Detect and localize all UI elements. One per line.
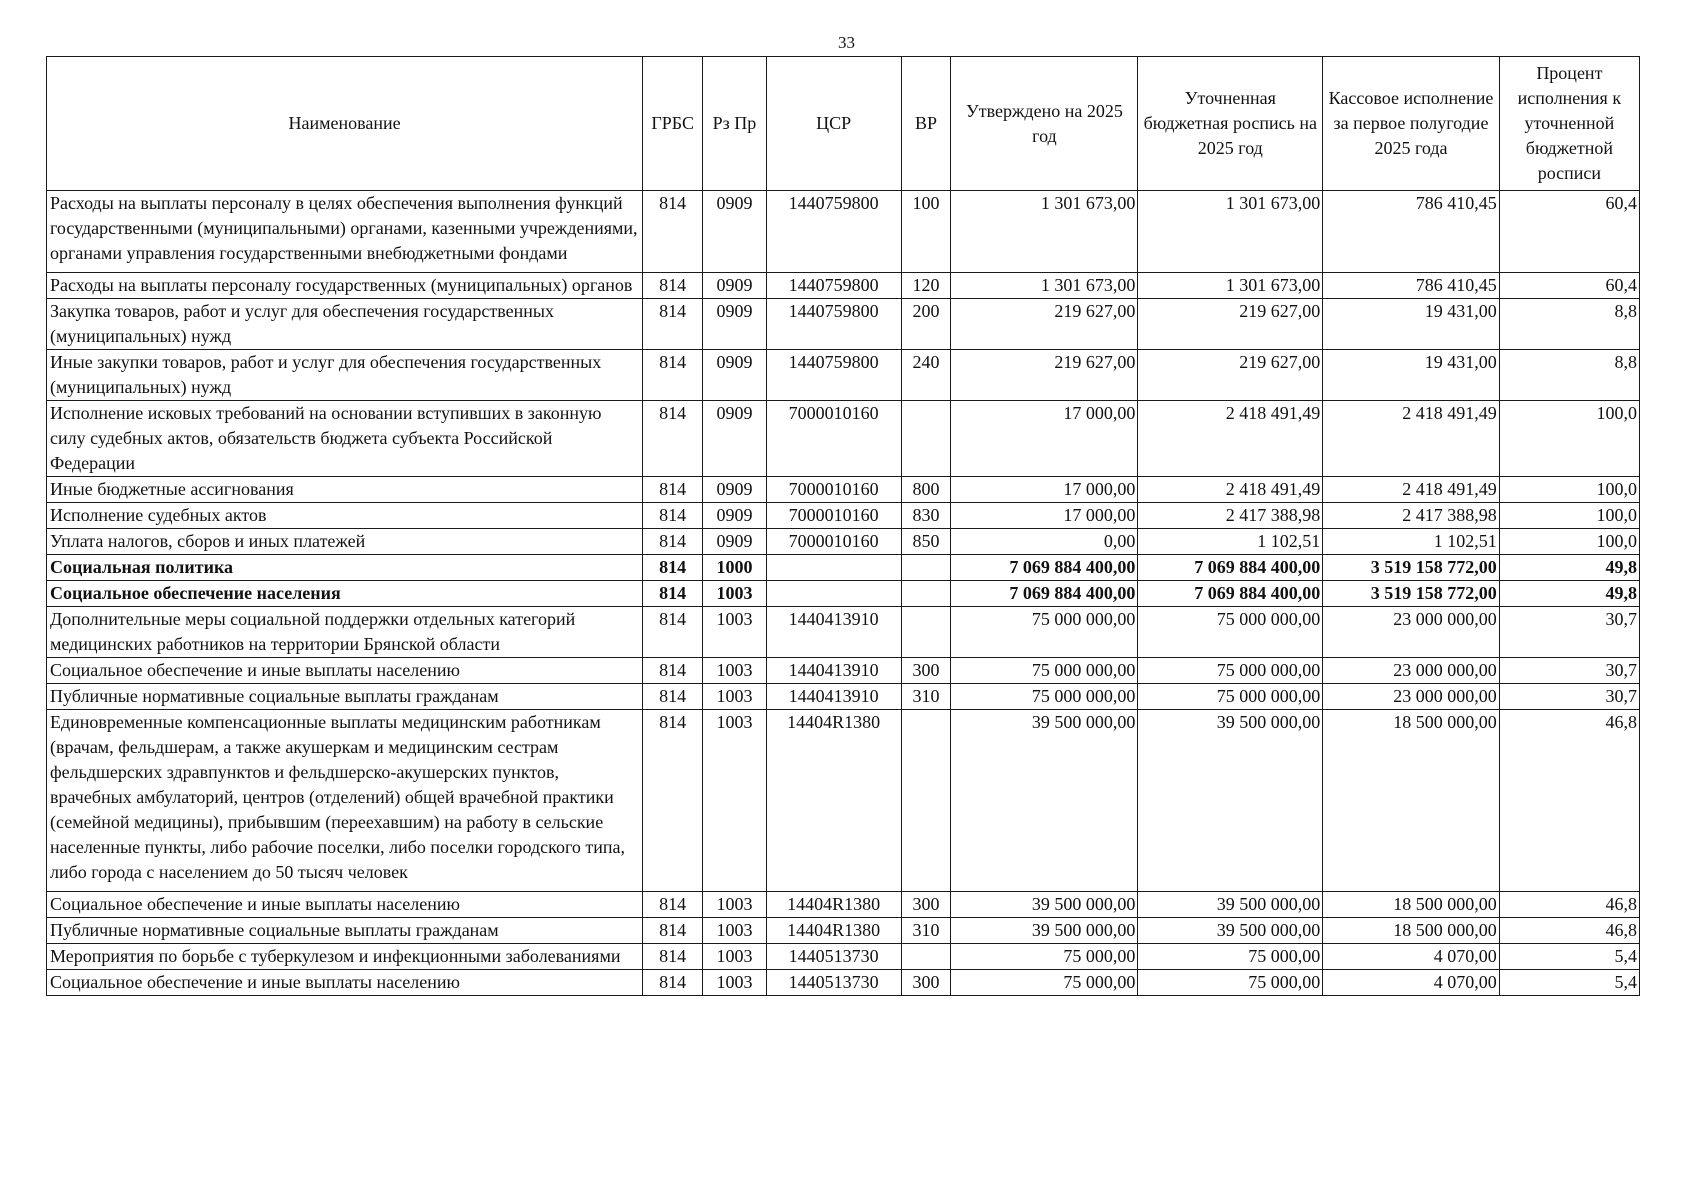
table-row (47, 658, 1640, 684)
cell-grbs: 814 (643, 684, 703, 710)
table-row (47, 710, 1640, 892)
table-row (47, 503, 1640, 529)
cell-vr (901, 607, 951, 658)
cell-rzpr: 1003 (703, 658, 766, 684)
cell-approved: 1 301 673,00 (951, 273, 1138, 299)
cell-rzpr: 0909 (703, 191, 766, 273)
cell-grbs: 814 (643, 710, 703, 892)
cell-csr: 7000010160 (766, 503, 901, 529)
cell-csr: 1440413910 (766, 684, 901, 710)
cell-refined: 2 418 491,49 (1138, 477, 1323, 503)
cell-grbs: 814 (643, 273, 703, 299)
cell-rzpr: 0909 (703, 401, 766, 477)
cell-csr: 7000010160 (766, 529, 901, 555)
cell-approved: 75 000 000,00 (951, 658, 1138, 684)
cell-approved: 75 000 000,00 (951, 684, 1138, 710)
table-row (47, 555, 1640, 581)
cell-refined: 39 500 000,00 (1138, 710, 1323, 892)
table-row (47, 918, 1640, 944)
cell-approved: 0,00 (951, 529, 1138, 555)
cell-approved: 39 500 000,00 (951, 892, 1138, 918)
cell-rzpr: 1003 (703, 684, 766, 710)
cell-percent: 100,0 (1499, 503, 1639, 529)
cell-name: Социальное обеспечение и иные выплаты населению (47, 658, 643, 684)
cell-percent: 30,7 (1499, 684, 1639, 710)
cell-rzpr: 0909 (703, 299, 766, 350)
cell-refined: 75 000 000,00 (1138, 658, 1323, 684)
cell-cash: 786 410,45 (1323, 191, 1500, 273)
table-row (47, 191, 1640, 273)
cell-rzpr: 0909 (703, 350, 766, 401)
cell-grbs: 814 (643, 970, 703, 996)
header-name: Наименование (47, 57, 643, 191)
cell-csr: 1440513730 (766, 970, 901, 996)
cell-name: Закупка товаров, работ и услуг для обеспечения государственных (муниципальных) нужд (47, 299, 643, 350)
cell-approved: 75 000,00 (951, 970, 1138, 996)
cell-percent: 100,0 (1499, 529, 1639, 555)
cell-rzpr: 1003 (703, 918, 766, 944)
table-row (47, 273, 1640, 299)
cell-percent: 30,7 (1499, 658, 1639, 684)
cell-vr (901, 944, 951, 970)
cell-csr: 1440759800 (766, 350, 901, 401)
cell-rzpr: 1003 (703, 892, 766, 918)
cell-refined: 1 301 673,00 (1138, 273, 1323, 299)
cell-cash: 3 519 158 772,00 (1323, 555, 1500, 581)
cell-csr: 7000010160 (766, 401, 901, 477)
cell-percent: 60,4 (1499, 273, 1639, 299)
cell-csr: 1440759800 (766, 273, 901, 299)
cell-approved: 39 500 000,00 (951, 710, 1138, 892)
cell-rzpr: 1003 (703, 944, 766, 970)
cell-rzpr: 1003 (703, 607, 766, 658)
cell-cash: 4 070,00 (1323, 944, 1500, 970)
cell-cash: 786 410,45 (1323, 273, 1500, 299)
cell-name: Единовременные компенсационные выплаты медицинским работникам (врачам, фельдшерам, а также акушеркам и медицинским сестрам фельдшерских здравпунктов и фельдшерско-акушерских пунктов, врачебных амбулаторий, центров (отделений) общей врачебной практики (семейной медицины), прибывшим (переехавшим) на работу в сельские населенные пункты, либо рабочие поселки, либо поселки городского типа, либо города с населением до 50 тысяч человек (47, 710, 643, 892)
cell-percent: 100,0 (1499, 401, 1639, 477)
cell-approved: 219 627,00 (951, 299, 1138, 350)
cell-csr: 1440413910 (766, 658, 901, 684)
cell-vr (901, 581, 951, 607)
cell-grbs: 814 (643, 401, 703, 477)
cell-csr: 14404R1380 (766, 892, 901, 918)
page-number: 33 (838, 33, 855, 52)
cell-percent: 46,8 (1499, 918, 1639, 944)
cell-grbs: 814 (643, 918, 703, 944)
cell-rzpr: 0909 (703, 273, 766, 299)
cell-cash: 18 500 000,00 (1323, 710, 1500, 892)
cell-percent: 30,7 (1499, 607, 1639, 658)
table-row (47, 607, 1640, 658)
cell-name: Иные закупки товаров, работ и услуг для обеспечения государственных (муниципальных) нужд (47, 350, 643, 401)
cell-csr: 1440759800 (766, 191, 901, 273)
cell-rzpr: 0909 (703, 529, 766, 555)
cell-grbs: 814 (643, 350, 703, 401)
cell-approved: 17 000,00 (951, 477, 1138, 503)
budget-table (46, 56, 1640, 996)
table-row (47, 944, 1640, 970)
cell-cash: 1 102,51 (1323, 529, 1500, 555)
cell-rzpr: 1003 (703, 581, 766, 607)
cell-vr: 300 (901, 892, 951, 918)
header-approved: Утверждено на 2025 год (951, 57, 1138, 191)
cell-approved: 1 301 673,00 (951, 191, 1138, 273)
cell-approved: 17 000,00 (951, 401, 1138, 477)
cell-name: Социальное обеспечение и иные выплаты населению (47, 892, 643, 918)
cell-cash: 18 500 000,00 (1323, 892, 1500, 918)
table-row (47, 581, 1640, 607)
cell-cash: 2 418 491,49 (1323, 477, 1500, 503)
cell-grbs: 814 (643, 529, 703, 555)
cell-percent: 46,8 (1499, 892, 1639, 918)
cell-cash: 23 000 000,00 (1323, 607, 1500, 658)
cell-name: Публичные нормативные социальные выплаты гражданам (47, 918, 643, 944)
header-rzpr: Рз Пр (703, 57, 766, 191)
cell-rzpr: 0909 (703, 477, 766, 503)
cell-grbs: 814 (643, 892, 703, 918)
cell-percent: 60,4 (1499, 191, 1639, 273)
cell-csr (766, 581, 901, 607)
cell-approved: 75 000 000,00 (951, 607, 1138, 658)
cell-vr: 310 (901, 684, 951, 710)
cell-csr: 14404R1380 (766, 710, 901, 892)
table-header-row (47, 57, 1640, 191)
cell-name: Исполнение исковых требований на основании вступивших в законную силу судебных актов, обязательств бюджета субъекта Российской Федерации (47, 401, 643, 477)
cell-name: Социальное обеспечение и иные выплаты населению (47, 970, 643, 996)
cell-vr (901, 401, 951, 477)
cell-refined: 75 000 000,00 (1138, 684, 1323, 710)
cell-cash: 19 431,00 (1323, 350, 1500, 401)
cell-rzpr: 1003 (703, 970, 766, 996)
header-csr: ЦСР (766, 57, 901, 191)
cell-refined: 1 301 673,00 (1138, 191, 1323, 273)
cell-vr: 830 (901, 503, 951, 529)
cell-rzpr: 1003 (703, 710, 766, 892)
cell-refined: 7 069 884 400,00 (1138, 555, 1323, 581)
cell-name: Уплата налогов, сборов и иных платежей (47, 529, 643, 555)
cell-refined: 7 069 884 400,00 (1138, 581, 1323, 607)
cell-name: Публичные нормативные социальные выплаты гражданам (47, 684, 643, 710)
cell-grbs: 814 (643, 477, 703, 503)
cell-refined: 39 500 000,00 (1138, 892, 1323, 918)
cell-vr: 850 (901, 529, 951, 555)
header-vr: ВР (901, 57, 951, 191)
cell-refined: 39 500 000,00 (1138, 918, 1323, 944)
cell-vr: 310 (901, 918, 951, 944)
cell-approved: 75 000,00 (951, 944, 1138, 970)
cell-percent: 100,0 (1499, 477, 1639, 503)
cell-refined: 2 418 491,49 (1138, 401, 1323, 477)
cell-percent: 5,4 (1499, 970, 1639, 996)
table-row (47, 477, 1640, 503)
header-grbs: ГРБС (643, 57, 703, 191)
cell-refined: 1 102,51 (1138, 529, 1323, 555)
cell-grbs: 814 (643, 607, 703, 658)
cell-percent: 5,4 (1499, 944, 1639, 970)
cell-name: Иные бюджетные ассигнования (47, 477, 643, 503)
cell-vr: 100 (901, 191, 951, 273)
cell-refined: 75 000,00 (1138, 970, 1323, 996)
cell-percent: 49,8 (1499, 555, 1639, 581)
header-refined: Уточненная бюджетная роспись на 2025 год (1138, 57, 1323, 191)
cell-cash: 23 000 000,00 (1323, 684, 1500, 710)
cell-vr (901, 710, 951, 892)
cell-cash: 2 417 388,98 (1323, 503, 1500, 529)
cell-name: Исполнение судебных актов (47, 503, 643, 529)
cell-cash: 2 418 491,49 (1323, 401, 1500, 477)
table-row (47, 684, 1640, 710)
cell-csr: 14404R1380 (766, 918, 901, 944)
cell-cash: 19 431,00 (1323, 299, 1500, 350)
table-body (47, 191, 1640, 996)
cell-name: Социальное обеспечение населения (47, 581, 643, 607)
cell-vr: 800 (901, 477, 951, 503)
table-row (47, 529, 1640, 555)
cell-percent: 49,8 (1499, 581, 1639, 607)
cell-name: Мероприятия по борьбе с туберкулезом и инфекционными заболеваниями (47, 944, 643, 970)
cell-grbs: 814 (643, 191, 703, 273)
cell-approved: 219 627,00 (951, 350, 1138, 401)
cell-rzpr: 0909 (703, 503, 766, 529)
cell-name: Социальная политика (47, 555, 643, 581)
table-row (47, 970, 1640, 996)
header-cash: Кассовое исполнение за первое полугодие 2025 года (1323, 57, 1500, 191)
table-row (47, 299, 1640, 350)
cell-approved: 17 000,00 (951, 503, 1138, 529)
cell-percent: 8,8 (1499, 350, 1639, 401)
cell-cash: 18 500 000,00 (1323, 918, 1500, 944)
cell-grbs: 814 (643, 944, 703, 970)
cell-refined: 219 627,00 (1138, 299, 1323, 350)
cell-refined: 2 417 388,98 (1138, 503, 1323, 529)
cell-refined: 75 000,00 (1138, 944, 1323, 970)
cell-name: Расходы на выплаты персоналу государственных (муниципальных) органов (47, 273, 643, 299)
cell-cash: 23 000 000,00 (1323, 658, 1500, 684)
cell-grbs: 814 (643, 503, 703, 529)
cell-grbs: 814 (643, 658, 703, 684)
cell-grbs: 814 (643, 581, 703, 607)
cell-percent: 8,8 (1499, 299, 1639, 350)
cell-refined: 219 627,00 (1138, 350, 1323, 401)
cell-csr: 1440513730 (766, 944, 901, 970)
cell-name: Расходы на выплаты персоналу в целях обеспечения выполнения функций государственными (муниципальными) органами, казенными учреждениями, органами управления государственными внебюджетными фондами (47, 191, 643, 273)
header-percent: Процент исполнения к уточненной бюджетной росписи (1499, 57, 1639, 191)
cell-vr: 200 (901, 299, 951, 350)
cell-csr: 7000010160 (766, 477, 901, 503)
cell-approved: 7 069 884 400,00 (951, 555, 1138, 581)
cell-cash: 3 519 158 772,00 (1323, 581, 1500, 607)
cell-approved: 7 069 884 400,00 (951, 581, 1138, 607)
cell-vr (901, 555, 951, 581)
cell-vr: 300 (901, 970, 951, 996)
cell-refined: 75 000 000,00 (1138, 607, 1323, 658)
table-row (47, 401, 1640, 477)
cell-grbs: 814 (643, 555, 703, 581)
table-row (47, 350, 1640, 401)
cell-vr: 240 (901, 350, 951, 401)
cell-vr: 120 (901, 273, 951, 299)
table-row (47, 892, 1640, 918)
cell-approved: 39 500 000,00 (951, 918, 1138, 944)
cell-vr: 300 (901, 658, 951, 684)
cell-grbs: 814 (643, 299, 703, 350)
cell-csr: 1440759800 (766, 299, 901, 350)
cell-csr: 1440413910 (766, 607, 901, 658)
cell-rzpr: 1000 (703, 555, 766, 581)
cell-cash: 4 070,00 (1323, 970, 1500, 996)
cell-percent: 46,8 (1499, 710, 1639, 892)
cell-csr (766, 555, 901, 581)
cell-name: Дополнительные меры социальной поддержки отдельных категорий медицинских работников на территории Брянской области (47, 607, 643, 658)
